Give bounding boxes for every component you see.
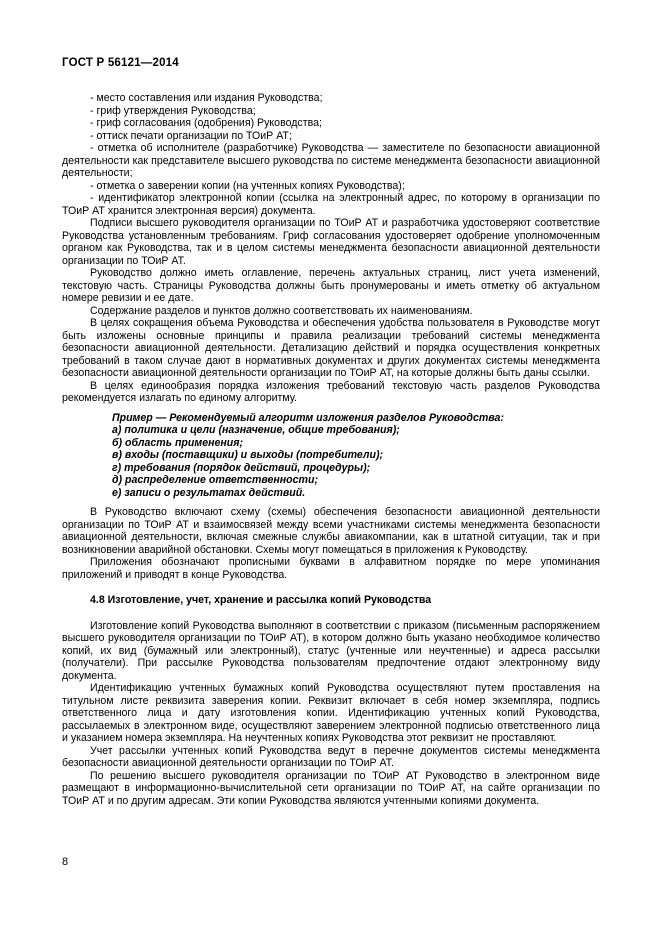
example-item: д) распределение ответственности; [112, 474, 318, 486]
section-heading: 4.8 Изготовление, учет, хранение и рассылка копий Руководства [90, 594, 432, 606]
list-item: - отметка о заверении копии (на учтенных копиях Руководства); [90, 179, 405, 192]
example-intro-line: Пример — Рекомендуемый алгоритм изложения разделов Руководства: [112, 411, 504, 424]
paragraph: В Руководство включают схему (схемы) обеспечения безопасности авиационной деятельности организации по ТОиР АТ и взаимосвязей между всеми участниками системы менеджмента безопасности авиационной деятельности, включая смежные службы авиакомпании, как в штатной ситуации, так и при возникновении аварийной обстановки. Схемы могут помещаться в приложения к Руководству. [62, 506, 600, 556]
example-block [112, 412, 600, 500]
paragraph: В целях сокращения объема Руководства и обеспечения удобства пользователя в Руководстве могут быть изложены основные принципы и правила реализации требований системы менеджмента безопасности авиационной деятельности. Детализацию действий и порядка осуществления конкретных требований в таком случае дают в нормативных документах и других документах системы менеджмента безопасности авиационной деятельности организации по ТОиР АТ, на которые должны быть даны ссылки. [62, 317, 600, 379]
list-item: - отметка об исполнителе (разработчике) Руководства — заместителе по безопасности авиационной деятельности как представителе высшего руководства по системе менеджмента безопасности авиационной деятельности; [62, 142, 600, 179]
paragraph: Подписи высшего руководителя организации по ТОиР АТ и разработчика удостоверяют соответствие Руководства установленным требованиям. Гриф согласования удостоверяет одобрение уполномоченным органом как Руководства, так и в целом системы менеджмента безопасности авиационной деятельности организации по ТОиР АТ. [62, 217, 600, 267]
list-item: - место составления или издания Руководства; [90, 92, 323, 104]
paragraph: Приложения обозначают прописными буквами в алфавитном порядке по мере упоминания приложений и приводят в конце Руководства. [62, 556, 600, 581]
paragraph: Руководство должно иметь оглавление, перечень актуальных страниц, лист учета изменений, текстовую часть. Страницы Руководства должны быть пронумерованы и иметь отметку об актуальном номере ревизии и ее дате. [62, 267, 600, 304]
list-item: - гриф согласования (одобрения) Руководства; [90, 117, 322, 129]
paragraph: По решению высшего руководителя организации по ТОиР АТ Руководство в электронном виде размещают в информационно-вычислительной сети организации по ТОиР АТ, на сайте организации по ТОиР АТ и по другим адресам. Эти копии Руководства являются учтенными копиями документа. [62, 769, 600, 807]
paragraph: Идентификацию учтенных бумажных копий Руководства осуществляют путем проставления на титульном листе реквизита заверения копии. Реквизит включает в себя номер экземпляра, подпись ответственного лица и дату изготовления копии. Идентификацию учтенных копий Руководства, рассылаемых в электронном виде, осуществляют заверением электронной подписью ответственного лица и указанием номера экземпляра. На неучтенных копиях Руководства этот реквизит не проставляют. [62, 682, 600, 744]
list-item: - гриф утверждения Руководства; [90, 104, 256, 117]
example-item: б) область применения; [112, 436, 244, 449]
paragraph: В целях единообразия порядка изложения требований текстовую часть разделов Руководства рекомендуется излагать по единому алгоритму. [62, 379, 600, 404]
list-item: - оттиск печати организации по ТОиР АТ; [90, 129, 292, 142]
paragraph: Содержание разделов и пунктов должно соответствовать их наименованиям. [90, 304, 473, 317]
example-item: г) требования (порядок действий, процедуры); [112, 461, 371, 474]
document-code-header: ГОСТ Р 56121—2014 [62, 57, 179, 69]
example-item: в) входы (поставщики) и выходы (потребители); [112, 449, 383, 461]
paragraph: Учет рассылки учтенных копий Руководства ведут в перечне документов системы менеджмента безопасности авиационной деятельности организации по ТОиР АТ. [62, 744, 600, 769]
list-item: - идентификатор электронной копии (ссылка на электронный адрес, по которому в организации по ТОиР АТ хранится электронная версия) документа. [62, 192, 600, 217]
paragraph: Изготовление копий Руководства выполняют в соответствии с приказом (письменным распоряжением высшего руководителя организации по ТОиР АТ), в котором должно быть указано необходимое количество копий, их вид (бумажный или электронный), статус (учтенные или неучтенные) и адреса рассылки (получатели). При рассылке Руководства пользователям предпочтение отдают электронному виду документа. [62, 619, 600, 682]
document-body [62, 92, 600, 807]
example-item: а) политика и цели (назначение, общие требования); [112, 424, 400, 436]
page-number: 8 [62, 856, 69, 868]
example-item: е) записи о результатах действий. [112, 486, 306, 499]
